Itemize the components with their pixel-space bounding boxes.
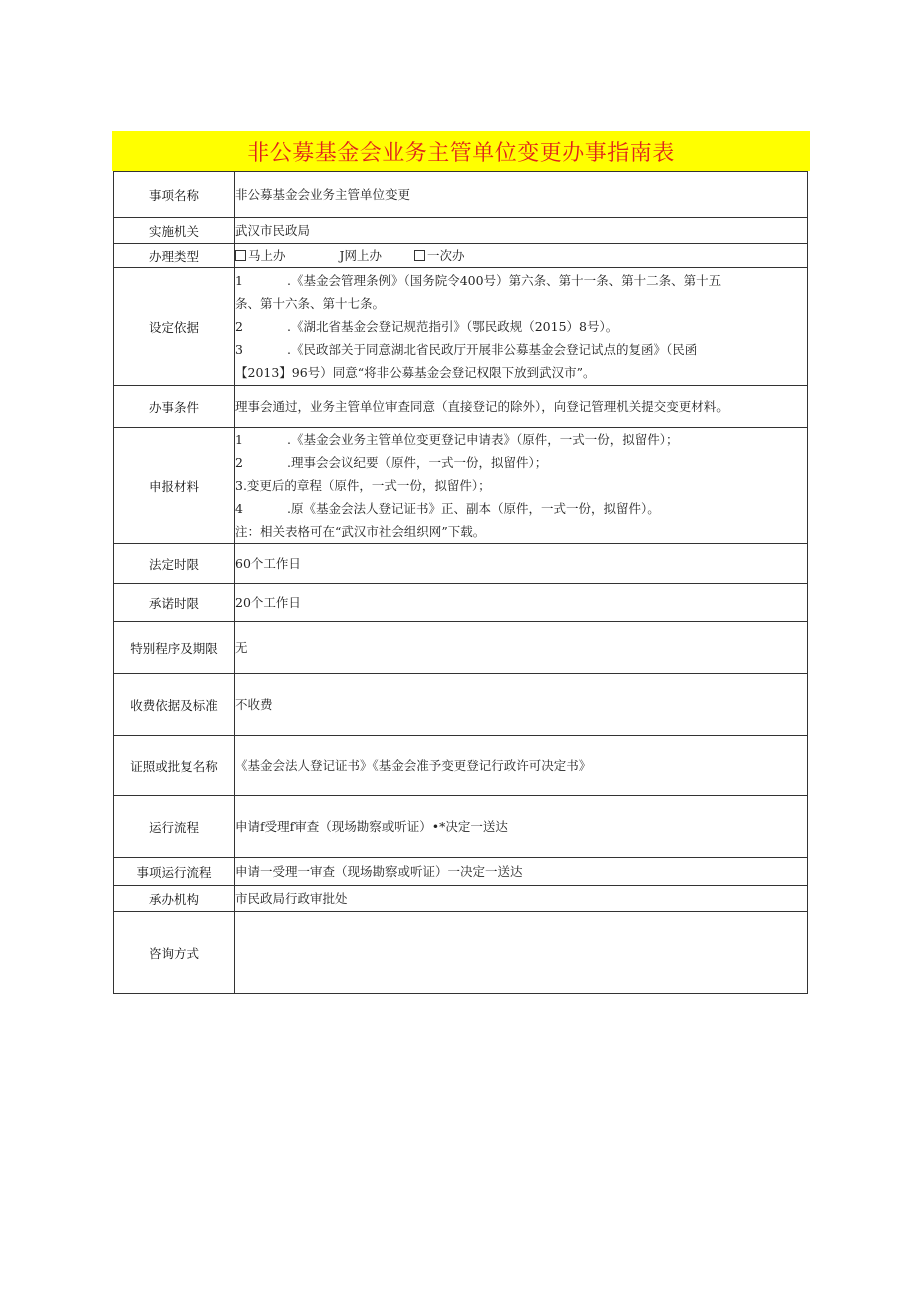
table-row: [114, 544, 808, 584]
table-row: [114, 218, 808, 244]
table-row: [114, 912, 808, 994]
row-value-conditions: 理事会通过，业务主管单位审查同意（直接登记的除外），向登记管理机关提交变更材料。: [235, 386, 808, 428]
row-label-agency: 实施机关: [114, 218, 235, 244]
item-number: 2: [235, 319, 243, 334]
row-label-materials: 申报材料: [114, 428, 235, 544]
row-label-consult: 咨询方式: [114, 912, 235, 994]
item-number: 3: [235, 342, 243, 357]
table-row: [114, 886, 808, 912]
table-row: [114, 858, 808, 886]
option-mark: J: [339, 248, 345, 263]
item-text: 3.变更后的章程（原件，一式一份，拟留件）；: [235, 478, 491, 493]
list-item: [235, 361, 807, 384]
option-online: [318, 244, 383, 267]
checkbox-icon: [414, 250, 425, 261]
row-label-conditions: 办事条件: [114, 386, 235, 428]
row-label-legal-limit: 法定时限: [114, 544, 235, 584]
row-value-basis: [235, 268, 808, 386]
row-value-handle-type: [235, 244, 808, 268]
item-number: 1: [235, 273, 243, 288]
row-value-legal-limit: 60个工作日: [235, 544, 808, 584]
row-label-promised-limit: 承诺时限: [114, 584, 235, 622]
row-value-item-process: 申请一受理一审查（现场勘察或听证）一决定一送达: [235, 858, 808, 886]
item-text: .《基金会业务主管单位变更登记申请表》（原件，一式一份，拟留件）；: [287, 432, 679, 447]
item-number: 4: [235, 501, 243, 516]
row-label-fee: 收费依据及标准: [114, 674, 235, 736]
list-item: [235, 451, 807, 474]
table-row: [114, 268, 808, 386]
row-value-special-procedure: 无: [235, 622, 808, 674]
option-label: 一次办: [427, 248, 465, 263]
list-item: [235, 315, 807, 338]
page-title: 非公募基金会业务主管单位变更办事指南表: [247, 140, 675, 166]
table-row: [114, 244, 808, 268]
list-item: [235, 474, 807, 497]
option-label: 马上办: [248, 248, 286, 263]
list-item: [235, 428, 807, 451]
title-banner: [112, 131, 810, 171]
item-text: .《民政部关于同意湖北省民政厅开展非公募基金会登记试点的复函》（民函: [287, 342, 698, 357]
row-label-basis: 设定依据: [114, 268, 235, 386]
table-row: [114, 736, 808, 796]
list-item: [235, 292, 807, 315]
item-text: .理事会会议纪要（原件，一式一份，拟留件）；: [287, 455, 548, 470]
row-value-consult: [235, 912, 808, 994]
item-text: .原《基金会法人登记证书》正、副本（原件，一式一份，拟留件）。: [287, 501, 660, 516]
list-item: [235, 497, 807, 520]
row-value-materials: [235, 428, 808, 544]
table-row: [114, 584, 808, 622]
row-label-process: 运行流程: [114, 796, 235, 858]
row-label-item-process: 事项运行流程: [114, 858, 235, 886]
item-text: 注：相关表格可在“武汉市社会组织网”下载。: [235, 524, 486, 539]
row-label-special-procedure: 特别程序及期限: [114, 622, 235, 674]
row-label-handle-type: 办理类型: [114, 244, 235, 268]
checkbox-icon: [235, 250, 246, 261]
table-row: [114, 622, 808, 674]
table-row: [114, 428, 808, 544]
option-label: 网上办: [344, 248, 383, 263]
table-row: [114, 796, 808, 858]
option-onsite: [235, 244, 286, 267]
row-value-promised-limit: 20个工作日: [235, 584, 808, 622]
list-item: [235, 269, 807, 292]
row-label-certificate: 证照或批复名称: [114, 736, 235, 796]
item-number: 2: [235, 455, 243, 470]
row-value-item-name: 非公募基金会业务主管单位变更: [235, 172, 808, 218]
row-value-fee: 不收费: [235, 674, 808, 736]
list-item: [235, 338, 807, 361]
guide-table: [113, 171, 808, 994]
item-text: .《基金会管理条例》（国务院令400号）第六条、第十一条、第十二条、第十五: [287, 273, 722, 288]
row-label-office: 承办机构: [114, 886, 235, 912]
option-once: [414, 244, 465, 267]
list-item: [235, 520, 807, 543]
table-row: [114, 386, 808, 428]
item-number: 1: [235, 432, 243, 447]
table-row: [114, 172, 808, 218]
table-row: [114, 674, 808, 736]
row-value-office: 市民政局行政审批处: [235, 886, 808, 912]
item-text: 【2013】96号）同意“将非公募基金会登记权限下放到武汉市”。: [235, 365, 596, 380]
item-text: .《湖北省基金会登记规范指引》（鄂民政规（2015）8号）。: [287, 319, 619, 334]
row-label-item-name: 事项名称: [114, 172, 235, 218]
row-value-agency: 武汉市民政局: [235, 218, 808, 244]
row-value-certificate: 《基金会法人登记证书》《基金会准予变更登记行政许可决定书》: [235, 736, 808, 796]
item-text: 条、第十六条、第十七条。: [235, 296, 386, 311]
row-value-process: 申请f受理f审查（现场勘察或听证）•*决定一送达: [235, 796, 808, 858]
